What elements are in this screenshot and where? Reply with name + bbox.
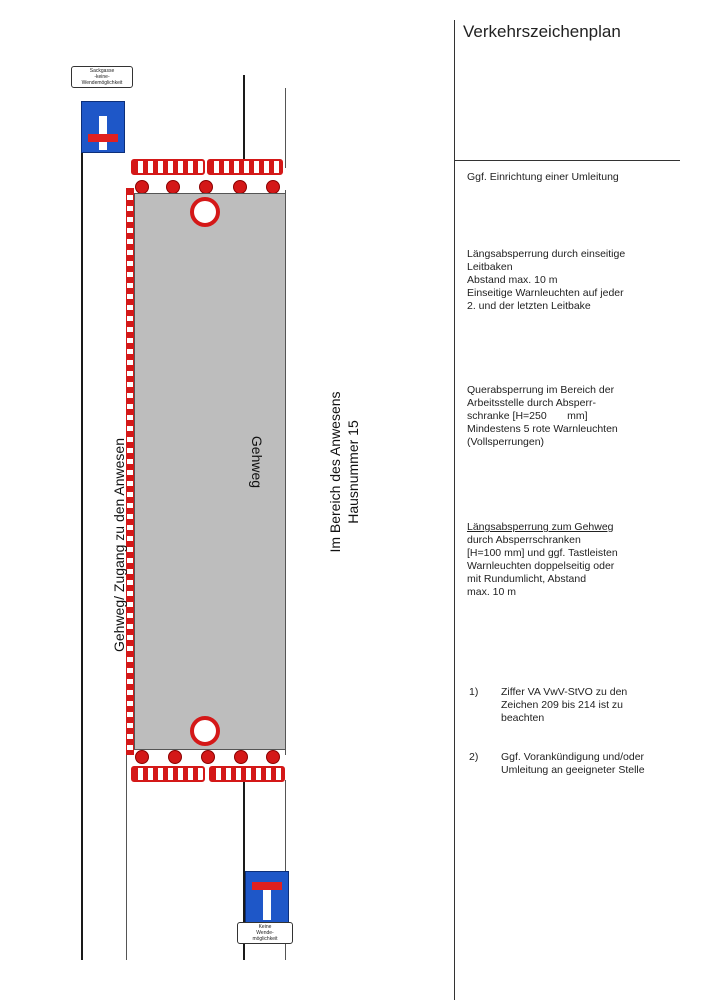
- footnote-1: [501, 686, 627, 725]
- note-line: Zeichen 209 bis 214 ist zu: [501, 699, 623, 711]
- left-outer-line: [81, 150, 83, 960]
- legend-divider: [454, 20, 455, 1000]
- road-line-top: [243, 75, 245, 165]
- note-line: max. 10 m: [467, 586, 517, 598]
- footnote-2-number: 2): [469, 751, 479, 763]
- warning-lamp-icon: [201, 750, 215, 764]
- warning-lamp-icon: [135, 750, 149, 764]
- sign-plate-bottom-line1: Keine: [258, 924, 272, 930]
- note-line: Warnleuchten doppelseitig oder: [467, 560, 615, 572]
- note-line: schranke [H=250 mm]: [467, 410, 588, 422]
- sign-plate-top-line1: Sackgasse: [89, 68, 115, 74]
- note-line: 2. und der letzten Leitbake: [467, 300, 591, 312]
- warning-lamp-icon: [266, 180, 280, 194]
- right-area-label: [326, 362, 362, 582]
- no-vehicles-sign-top-icon: [190, 197, 220, 227]
- warning-lamp-icon: [266, 750, 280, 764]
- cross-barrier-bottom-right: [209, 766, 285, 782]
- warning-lamp-icon: [233, 180, 247, 194]
- note-line: beachten: [501, 712, 545, 724]
- sign-plate-bottom-line3: möglichkeit: [252, 936, 278, 942]
- note-line: Einseitige Warnleuchten auf jeder: [467, 287, 624, 299]
- kerb-line-top: [285, 88, 286, 168]
- warning-lamp-icon: [199, 180, 213, 194]
- sign-plate-bottom-line2: Wende-: [256, 930, 274, 936]
- footnote-2: [501, 751, 645, 777]
- note-line: Abstand max. 10 m: [467, 274, 558, 286]
- legend-title-rule: [455, 160, 680, 161]
- dead-end-sign-top-icon: [81, 101, 125, 153]
- note-line: Mindestens 5 rote Warnleuchten: [467, 423, 618, 435]
- note-laengsabsperrung-leitbaken: [467, 248, 625, 313]
- right-area-label-line2: Hausnummer 15: [345, 420, 361, 524]
- footnote-1-number: 1): [469, 686, 479, 698]
- note-line: durch Absperrschranken: [467, 534, 581, 546]
- note-line: Querabsperrung im Bereich der: [467, 384, 615, 396]
- sign-plate-top-line3: Wendemöglichkeit: [81, 80, 123, 86]
- note-line: Leitbaken: [467, 261, 513, 273]
- warning-lamp-icon: [168, 750, 182, 764]
- note-laengsabsperrung-gehweg: [467, 521, 618, 599]
- sign-plate-top-line2: -keine-: [94, 74, 110, 80]
- warning-lamp-icon: [234, 750, 248, 764]
- note-line: Arbeitsstelle durch Absperr-: [467, 397, 596, 409]
- note-heading: Längsabsperrung zum Gehweg: [467, 521, 614, 533]
- sign-plate-bottom: [237, 922, 293, 944]
- note-line: Umleitung an geeigneter Stelle: [501, 764, 645, 776]
- note-umleitung: Ggf. Einrichtung einer Umleitung: [467, 171, 619, 183]
- note-line: Ggf. Vorankündigung und/oder: [501, 751, 645, 763]
- page-title: Verkehrszeichenplan: [463, 22, 621, 41]
- note-line: Längsabsperrung durch einseitige: [467, 248, 626, 260]
- left-walkway-label: Gehweg/ Zugang zu den Anwesen: [111, 437, 127, 653]
- right-area-label-line1: Im Bereich des Anwesens: [327, 391, 343, 553]
- longitudinal-barrier-left: [126, 188, 134, 755]
- no-vehicles-sign-bottom-icon: [190, 716, 220, 746]
- dead-end-sign-bottom-icon: [245, 871, 289, 923]
- cross-barrier-top-right: [207, 159, 283, 175]
- cross-barrier-bottom-left: [131, 766, 205, 782]
- note-line: (Vollsperrungen): [467, 436, 545, 448]
- warning-lamp-icon: [166, 180, 180, 194]
- sign-plate-top: [71, 66, 133, 88]
- note-querabsperrung: [467, 384, 618, 449]
- warning-lamp-icon: [135, 180, 149, 194]
- note-line: Ziffer VA VwV-StVO zu den: [501, 686, 628, 698]
- note-line: mit Rundumlicht, Abstand: [467, 573, 587, 585]
- cross-barrier-top-left: [131, 159, 205, 175]
- work-area-label: Gehweg: [249, 435, 265, 489]
- note-line: [H=100 mm] und ggf. Tastleisten: [467, 547, 618, 559]
